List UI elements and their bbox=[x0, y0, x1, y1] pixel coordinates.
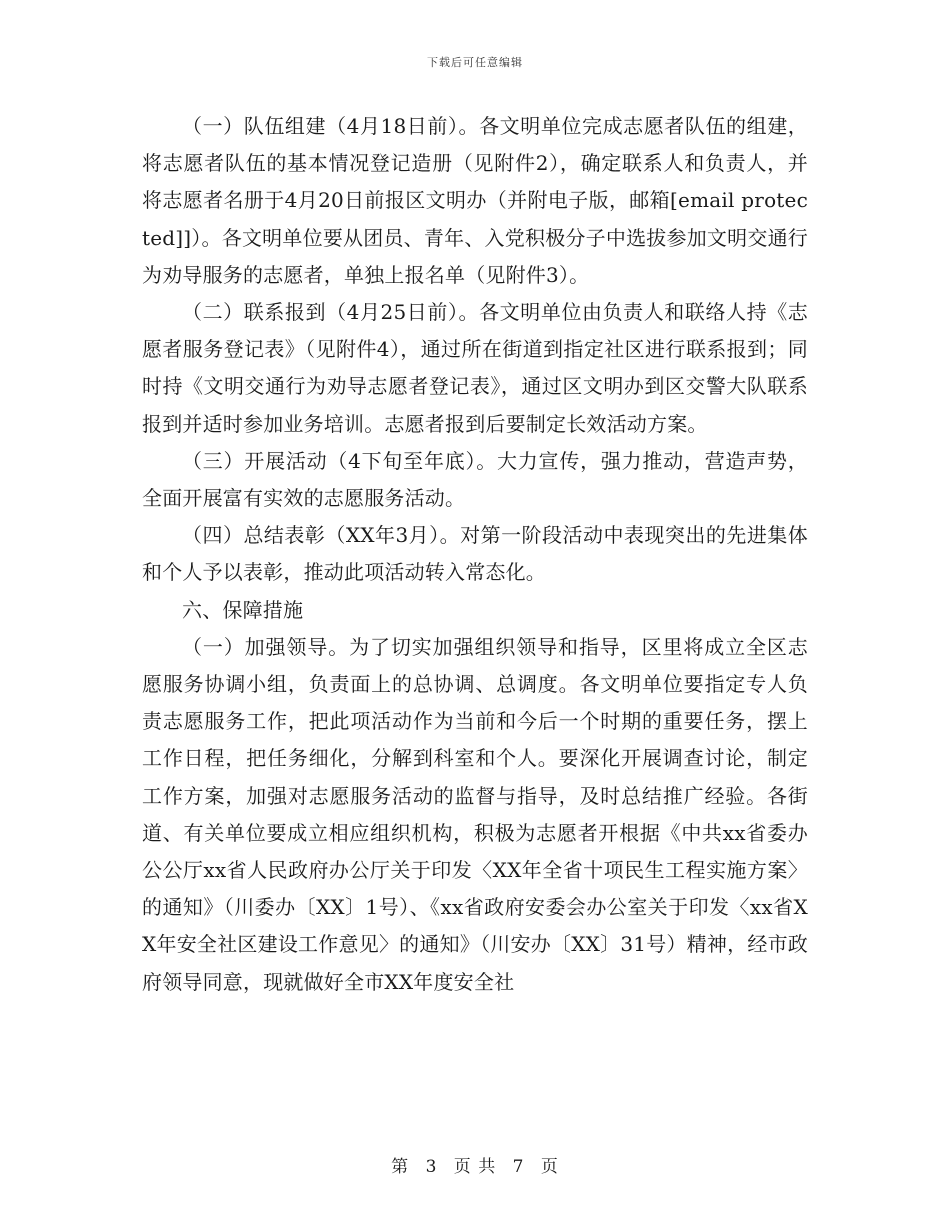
total-pages-number: 7 bbox=[512, 1157, 525, 1177]
section-heading-safeguards: 六、保障措施 bbox=[182, 597, 304, 622]
current-page-number: 3 bbox=[425, 1157, 438, 1177]
paragraph-commendation: （四）总结表彰（XX年3月）。对第一阶段活动中表现突出的先进集体和个人予以表彰，推动此项活动转入常态化。 bbox=[142, 523, 808, 585]
footer-prefix: 第 bbox=[391, 1157, 410, 1177]
paragraph-leadership: （一）加强领导。为了切实加强组织领导和指导，区里将成立全区志愿服务协调小组，负责面上的总协调、总调度。各文明单位要指定专人负责志愿服务工作，把此项活动作为当前和今后一个时期的重要任务，摆上工作日程，把任务细化，分解到科室和个人。要深化开展调查讨论，制定工作方案，加强对志愿服务活动的监督与指导，及时总结推广经验。各街道、有关单位要成立相应组织机构，积极为志愿者开根据《中共xx省委办公公厅xx省人民政府办公厅关于印发〈XX年全省十项民生工程实施方案〉的通知》（川委办〔XX〕1号）、《xx省政府安委会办公室关于印发〈xx省XX年安全社区建设工作意见〉的通知》（川安办〔XX〕31号）精神，经市政府领导同意，现就做好全市XX年度安全社 bbox=[142, 634, 808, 994]
document-body bbox=[142, 108, 808, 1001]
page-header-note: 下载后可任意编辑 bbox=[427, 56, 523, 69]
page-number-footer bbox=[0, 1152, 950, 1177]
footer-middle: 页 共 bbox=[453, 1157, 497, 1177]
paragraph-registration: （二）联系报到（4月25日前）。各文明单位由负责人和联络人持《志愿者服务登记表》（见附件4），通过所在街道到指定社区进行联系报到；同时持《文明交通行为劝导志愿者登记表》，通过区文明办到区交警大队联系报到并适时参加业务培训。志愿者报到后要制定长效活动方案。 bbox=[142, 300, 808, 436]
footer-suffix: 页 bbox=[540, 1157, 559, 1177]
paragraph-activities: （三）开展活动（4下旬至年底）。大力宣传，强力推动，营造声势，全面开展富有实效的志愿服务活动。 bbox=[142, 448, 808, 511]
paragraph-team-formation: （一）队伍组建（4月18日前）。各文明单位完成志愿者队伍的组建，将志愿者队伍的基本情况登记造册（见附件2），确定联系人和负责人，并将志愿者名册于4月20日前报区文明办（并附电子版，邮箱[email protected]]）。各文明单位要从团员、青年、入党积极分子中选拔参加文明交通行为劝导服务的志愿者，单独上报名单（见附件3）。 bbox=[142, 114, 808, 287]
